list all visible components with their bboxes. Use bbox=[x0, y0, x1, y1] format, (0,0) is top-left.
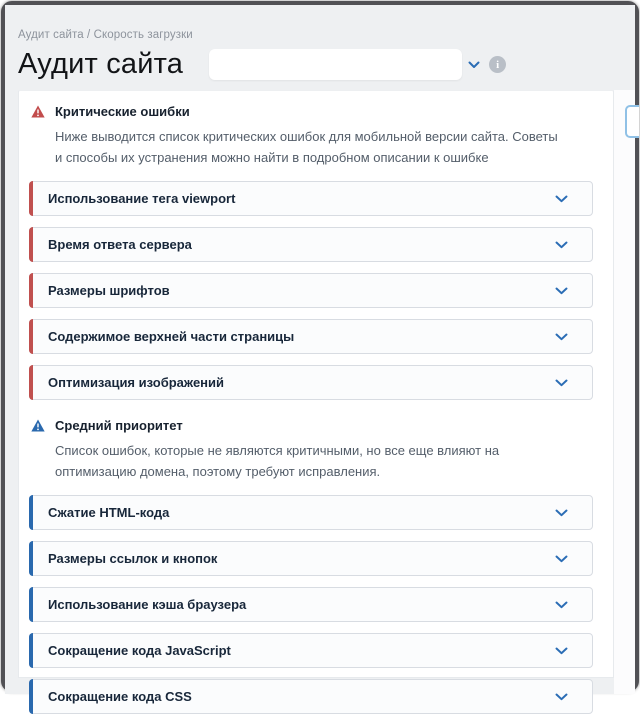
page-title: Аудит сайта bbox=[18, 48, 184, 80]
accordion-title: Использование кэша браузера bbox=[48, 597, 247, 612]
section-description: Список ошибок, которые не являются критичными, но все еще влияют на оптимизацию домена, поэтому требуют исправления. bbox=[55, 443, 500, 479]
accordion-title: Использование тега viewport bbox=[48, 191, 236, 206]
accordion-title: Время ответа сервера bbox=[48, 237, 192, 252]
accordion-title: Содержимое верхней части страницы bbox=[48, 329, 295, 344]
window-frame bbox=[1, 1, 639, 704]
page-header bbox=[5, 5, 635, 90]
accordion-title: Сокращение кода CSS bbox=[48, 689, 192, 704]
info-icon[interactable]: i bbox=[489, 56, 506, 73]
audit-card bbox=[18, 90, 614, 704]
domain-select[interactable] bbox=[209, 49, 462, 80]
accordion-title: Сжатие HTML-кода bbox=[48, 505, 170, 520]
chevron-down-icon bbox=[555, 241, 568, 249]
chevron-down-icon bbox=[555, 693, 568, 701]
accordion-title: Оптимизация изображений bbox=[48, 375, 225, 390]
accordion-title: Размеры шрифтов bbox=[48, 283, 170, 298]
chevron-down-icon bbox=[555, 195, 568, 203]
warning-triangle-red-icon bbox=[31, 105, 45, 118]
accordion-font-sizes[interactable] bbox=[29, 273, 593, 308]
chevron-down-icon bbox=[555, 333, 568, 341]
accordion-image-optimization[interactable] bbox=[29, 365, 593, 400]
edge-cut-tab[interactable] bbox=[625, 105, 639, 138]
accordion-above-fold-content[interactable] bbox=[29, 319, 593, 354]
accordion-title: Размеры ссылок и кнопок bbox=[48, 551, 218, 566]
right-gutter bbox=[614, 90, 635, 694]
warning-triangle-blue-icon bbox=[31, 419, 45, 432]
accordion-server-response-time[interactable] bbox=[29, 227, 593, 262]
chevron-down-icon bbox=[555, 555, 568, 563]
chevron-down-icon bbox=[555, 379, 568, 387]
medium-accordion-list bbox=[29, 495, 593, 714]
select-chevron-down-icon[interactable] bbox=[468, 61, 480, 69]
chevron-down-icon bbox=[555, 647, 568, 655]
accordion-title: Сокращение кода JavaScript bbox=[48, 643, 231, 658]
accordion-html-compression[interactable] bbox=[29, 495, 593, 530]
section-critical-errors bbox=[29, 104, 593, 400]
section-title: Критические ошибки bbox=[55, 104, 190, 119]
title-row bbox=[18, 48, 635, 81]
breadcrumb: Аудит сайта / Скорость загрузки bbox=[18, 29, 193, 41]
section-medium-priority bbox=[29, 418, 593, 714]
accordion-js-minification[interactable] bbox=[29, 633, 593, 668]
accordion-link-button-sizes[interactable] bbox=[29, 541, 593, 576]
section-description: Ниже выводится список критических ошибок для мобильной версии сайта. Советы и способы их устранения можно найти в подробном описании к ошибке bbox=[55, 129, 558, 165]
section-title: Средний приоритет bbox=[55, 418, 183, 433]
content-area bbox=[5, 90, 635, 704]
accordion-viewport-tag[interactable] bbox=[29, 181, 593, 216]
section-medium-header bbox=[31, 418, 593, 433]
chevron-down-icon bbox=[555, 509, 568, 517]
accordion-css-minification[interactable] bbox=[29, 679, 593, 714]
section-critical-header bbox=[31, 104, 593, 119]
chevron-down-icon bbox=[555, 601, 568, 609]
critical-accordion-list bbox=[29, 181, 593, 400]
accordion-browser-cache[interactable] bbox=[29, 587, 593, 622]
chevron-down-icon bbox=[555, 287, 568, 295]
